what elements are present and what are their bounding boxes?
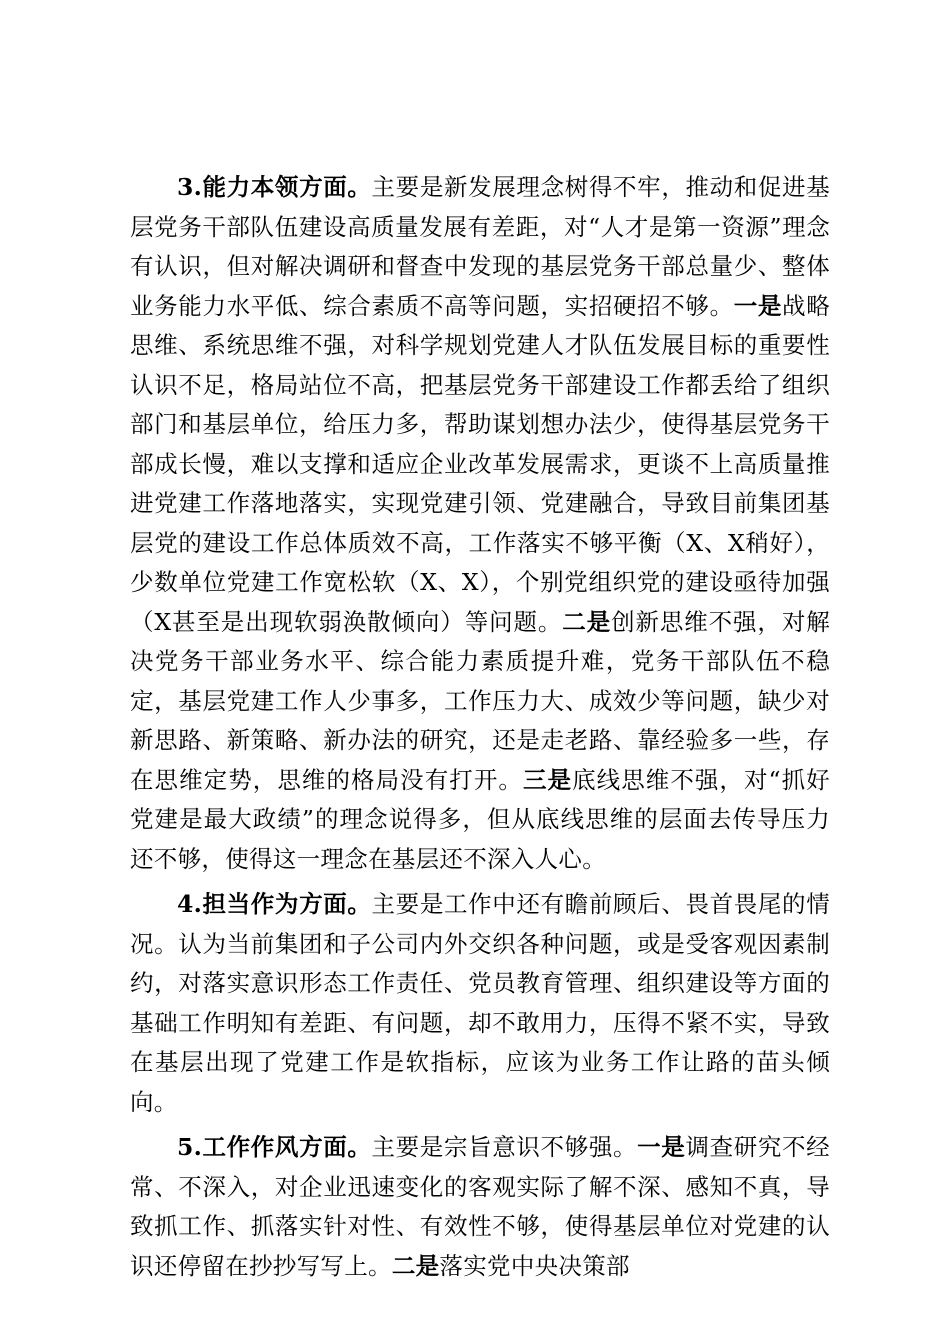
heading-ability: 3.能力本领方面。 <box>177 173 372 201</box>
body-text: 底线思维不强，对“抓好党建是最大政绩”的理念说得多，但从底线思维的层面去传导压力还不够，使得这一理念在基层还不深入人心。 <box>130 765 830 873</box>
body-text: 战略思维、系统思维不强，对科学规划党建人才队伍发展目标的重要性认识不足，格局站位不高，把基层党务干部建设工作都丢给了组织部门和基层单位，给压力多，帮助谋划想办法少，使得基层党务干部成长慢，难以支撑和适应企业改革发展需求，更谈不上高质量推进党建工作落地落实，实现党建引领、党建融合，导致目前集团基层党的建设工作总体质效不高，工作落实不够平衡（X、X稍好），少数单位党建工作宽松软（X、X），个别党组织党的建设亟待加强（X甚至是出现软弱涣散倾向）等问题。 <box>130 291 830 636</box>
point-marker-second: 二是 <box>562 607 612 636</box>
paragraph-responsibility <box>130 885 830 1122</box>
body-text: 落实党中央决策部 <box>439 1251 630 1280</box>
body-text: 调查研究不经常、不深入，对企业迅速变化的客观实际了解不深、感知不真，导致抓工作、抓落实针对性、有效性不够，使得基层单位对党建的认识还停留在抄抄写写上。 <box>130 1133 830 1280</box>
point-marker-third: 三是 <box>522 765 573 794</box>
paragraph-ability <box>130 168 830 879</box>
point-marker-first: 一是 <box>733 291 783 320</box>
document-page <box>130 168 830 1286</box>
heading-responsibility: 4.担当作为方面。 <box>177 890 372 918</box>
paragraph-work-style <box>130 1128 830 1286</box>
point-marker-first: 一是 <box>637 1133 686 1161</box>
point-marker-second: 二是 <box>391 1251 440 1280</box>
body-text: 主要是新发展理念树得不牢，推动和促进基层党务干部队伍建设高质量发展有差距，对“人才是第一资源”理念有认识，但对解决调研和督查中发现的基层党务干部总量少、整体业务能力水平低、综合素质不高等问题，实招硬招不够。 <box>130 173 831 320</box>
body-text: 主要是宗旨意识不够强。 <box>371 1133 638 1161</box>
body-text: 创新思维不强，对解决党务干部业务水平、综合能力素质提升难，党务干部队伍不稳定，基层党建工作人少事多，工作压力大、成效少等问题，缺少对新思路、新策略、新办法的研究，还是走老路、靠经验多一些，存在思维定势，思维的格局没有打开。 <box>130 607 831 794</box>
heading-work-style: 5.工作作风方面。 <box>177 1133 372 1161</box>
body-text: 主要是工作中还有瞻前顾后、畏首畏尾的情况。认为当前集团和子公司内外交织各种问题，或是受客观因素制约，对落实意识形态工作责任、党员教育管理、组织建设等方面的基础工作明知有差距、有问题，却不敢用力，压得不紧不实，导致在基层出现了党建工作是软指标，应该为业务工作让路的苗头倾向。 <box>130 890 831 1116</box>
